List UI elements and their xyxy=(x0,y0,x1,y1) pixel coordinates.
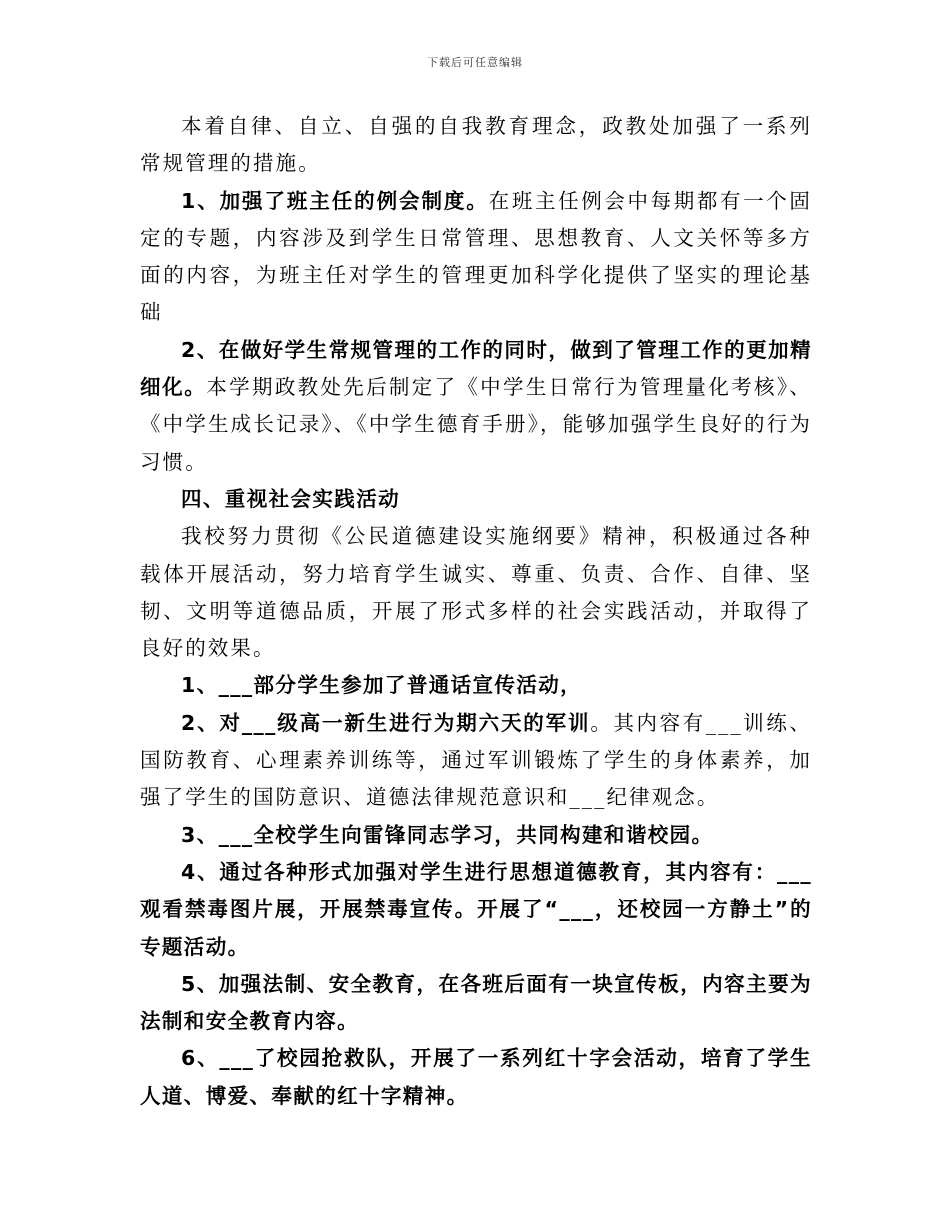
paragraph-lead: 1、加强了班主任的例会制度。 xyxy=(181,188,489,213)
paragraph-activity-6 xyxy=(140,1040,812,1115)
page-header-note: 下载后可任意编辑 xyxy=(427,56,523,69)
section-heading xyxy=(140,481,812,518)
paragraph-section-intro xyxy=(140,518,812,667)
paragraph-lead: 2、对___级高一新生进行为期六天的军训 xyxy=(181,710,591,735)
paragraph-lead: 2、在做好学生常规管理的工作的同时，做到了管理工作的更加精细化。 xyxy=(140,337,812,400)
paragraph-activity-3 xyxy=(140,817,812,854)
paragraph-activity-1 xyxy=(140,667,812,704)
paragraph-intro xyxy=(140,108,812,183)
paragraph-text: 我校努力贯彻《公民道德建设实施纲要》精神，积极通过各种载体开展活动，努力培育学生诚实、尊重、负责、合作、自律、坚韧、文明等道德品质，开展了形式多样的社会实践活动，并取得了良好的效果。 xyxy=(140,524,812,661)
paragraph-item-2 xyxy=(140,332,812,481)
section-title: 四、重视社会实践活动 xyxy=(181,486,400,511)
paragraph-lead: 3、___全校学生向雷锋同志学习，共同构建和谐校园。 xyxy=(181,822,714,847)
paragraph-lead: 6、___了校园抢救队，开展了一系列红十字会活动，培育了学生人道、博爱、奉献的红十字精神。 xyxy=(140,1046,812,1108)
paragraph-lead: 1、___部分学生参加了普通话宣传活动， xyxy=(181,673,583,698)
paragraph-text: 在班主任例会中每期都有一个固定的专题，内容涉及到学生日常管理、思想教育、人文关怀等多方面的内容，为班主任对学生的管理更加科学化提供了坚实的理论基础 xyxy=(140,188,812,325)
document-body xyxy=(140,108,812,1115)
paragraph-activity-2 xyxy=(140,705,812,817)
paragraph-lead: 4、通过各种形式加强对学生进行思想道德教育，其内容有：___观看禁毒图片展，开展禁毒宣传。开展了“___，还校园一方静土”的专题活动。 xyxy=(140,859,812,959)
paragraph-text: 。其内容有___训练、国防教育、心理素养训练等，通过军训锻炼了学生的身体素养，加强了学生的国防意识、道德法律规范意识和___纪律观念。 xyxy=(140,710,813,810)
paragraph-activity-5 xyxy=(140,966,812,1041)
paragraph-text: 本着自律、自立、自强的自我教育理念，政教处加强了一系列常规管理的措施。 xyxy=(140,114,812,176)
paragraph-activity-4 xyxy=(140,854,812,966)
paragraph-text: 本学期政教处先后制定了《中学生日常行为管理量化考核》、《中学生成长记录》、《中学生德育手册》，能够加强学生良好的行为习惯。 xyxy=(140,375,812,474)
paragraph-lead: 5、加强法制、安全教育，在各班后面有一块宣传板，内容主要为法制和安全教育内容。 xyxy=(140,971,812,1034)
paragraph-item-1 xyxy=(140,183,812,332)
